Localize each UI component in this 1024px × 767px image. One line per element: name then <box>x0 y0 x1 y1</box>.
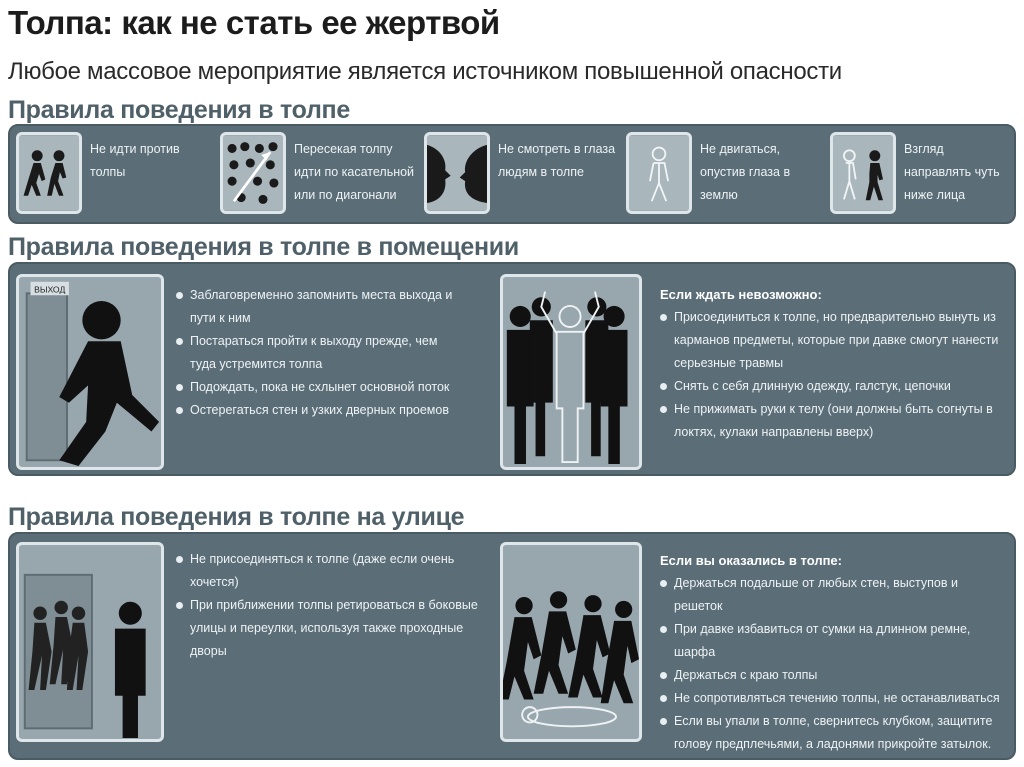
street-left-rules <box>176 548 486 663</box>
exit-sign-text: ВЫХОД <box>34 284 66 295</box>
street-rules-panel <box>8 532 1016 760</box>
street-right-heading: Если вы оказались в толпе: <box>660 553 842 568</box>
in-crowd-rule: Держаться с краю толпы <box>660 664 1005 687</box>
general-rule-text-4: Не двигаться, опустив глаза в землю <box>700 142 791 202</box>
indoor-rule: Заблаговременно запомнить места выхода и пути к ним <box>176 284 466 330</box>
street-rule: При приближении толпы ретироваться в боковые улицы и переулки, используя также проходные дворы <box>176 594 486 663</box>
general-rule-text-5: Взгляд направлять чуть ниже лица <box>904 142 1000 202</box>
section-title-indoor: Правила поведения в толпе в помещении <box>8 233 519 261</box>
general-rule-text-1: Не идти против толпы <box>90 142 180 179</box>
crowd-diagonal-arrow-icon <box>220 132 286 214</box>
exit-running-person-icon <box>16 274 164 470</box>
indoor-left-rules <box>176 284 466 422</box>
general-rule-text-2: Пересекая толпу идти по касательной или по диагонали <box>294 142 415 202</box>
section-title-street: Правила поведения в толпе на улице <box>8 503 465 531</box>
crowd-running-fallen-person-icon <box>500 542 642 742</box>
section-title-general: Правила поведения в толпе <box>8 96 350 124</box>
page-subtitle: Любое массовое мероприятие является источником повышенной опасности <box>8 58 842 85</box>
general-rules-panel <box>8 124 1016 224</box>
indoor-rules-panel <box>8 262 1016 476</box>
indoor-rule: Подождать, пока не схлынет основной поток <box>176 376 466 399</box>
crowd-street-person-icon <box>16 542 164 742</box>
in-crowd-rule: Если вы упали в толпе, свернитесь клубком, защитите голову предплечьями, а ладонями прикройте затылок. <box>660 710 1005 756</box>
faces-profile-icon <box>424 132 490 214</box>
in-crowd-rule: Не сопротивляться течению толпы, не останавливаться <box>660 687 1005 710</box>
indoor-right-rules <box>660 284 1005 444</box>
in-crowd-rule: Держаться подальше от любых стен, выступов и решеток <box>660 572 1005 618</box>
person-looking-down-icon <box>626 132 692 214</box>
indoor-rule: Постараться пройти к выходу прежде, чем туда устремится толпа <box>176 330 466 376</box>
indoor-emergency-rule: Снять с себя длинную одежду, галстук, цепочки <box>660 375 1005 398</box>
in-crowd-rule: При давке избавиться от сумки на длинном ремне, шарфа <box>660 618 1005 664</box>
street-right-rules <box>660 550 1005 756</box>
page-title: Толпа: как не стать ее жертвой <box>8 4 500 41</box>
indoor-emergency-rule: Присоединиться к толпе, но предварительно вынуть из карманов предметы, которые при давке смогут нанести серьезные травмы <box>660 306 1005 375</box>
indoor-rule: Остерегаться стен и узких дверных проемов <box>176 399 466 422</box>
people-walking-opposite-icon <box>16 132 82 214</box>
person-gaze-icon <box>830 132 896 214</box>
crowd-arms-raised-icon <box>500 274 642 470</box>
indoor-right-heading: Если ждать невозможно: <box>660 287 822 302</box>
general-rule-text-3: Не смотреть в глаза людям в толпе <box>498 142 616 179</box>
street-rule: Не присоединяться к толпе (даже если очень хочется) <box>176 548 486 594</box>
indoor-emergency-rule: Не прижимать руки к телу (они должны быть согнуты в локтях, кулаки направлены вверх) <box>660 398 1005 444</box>
